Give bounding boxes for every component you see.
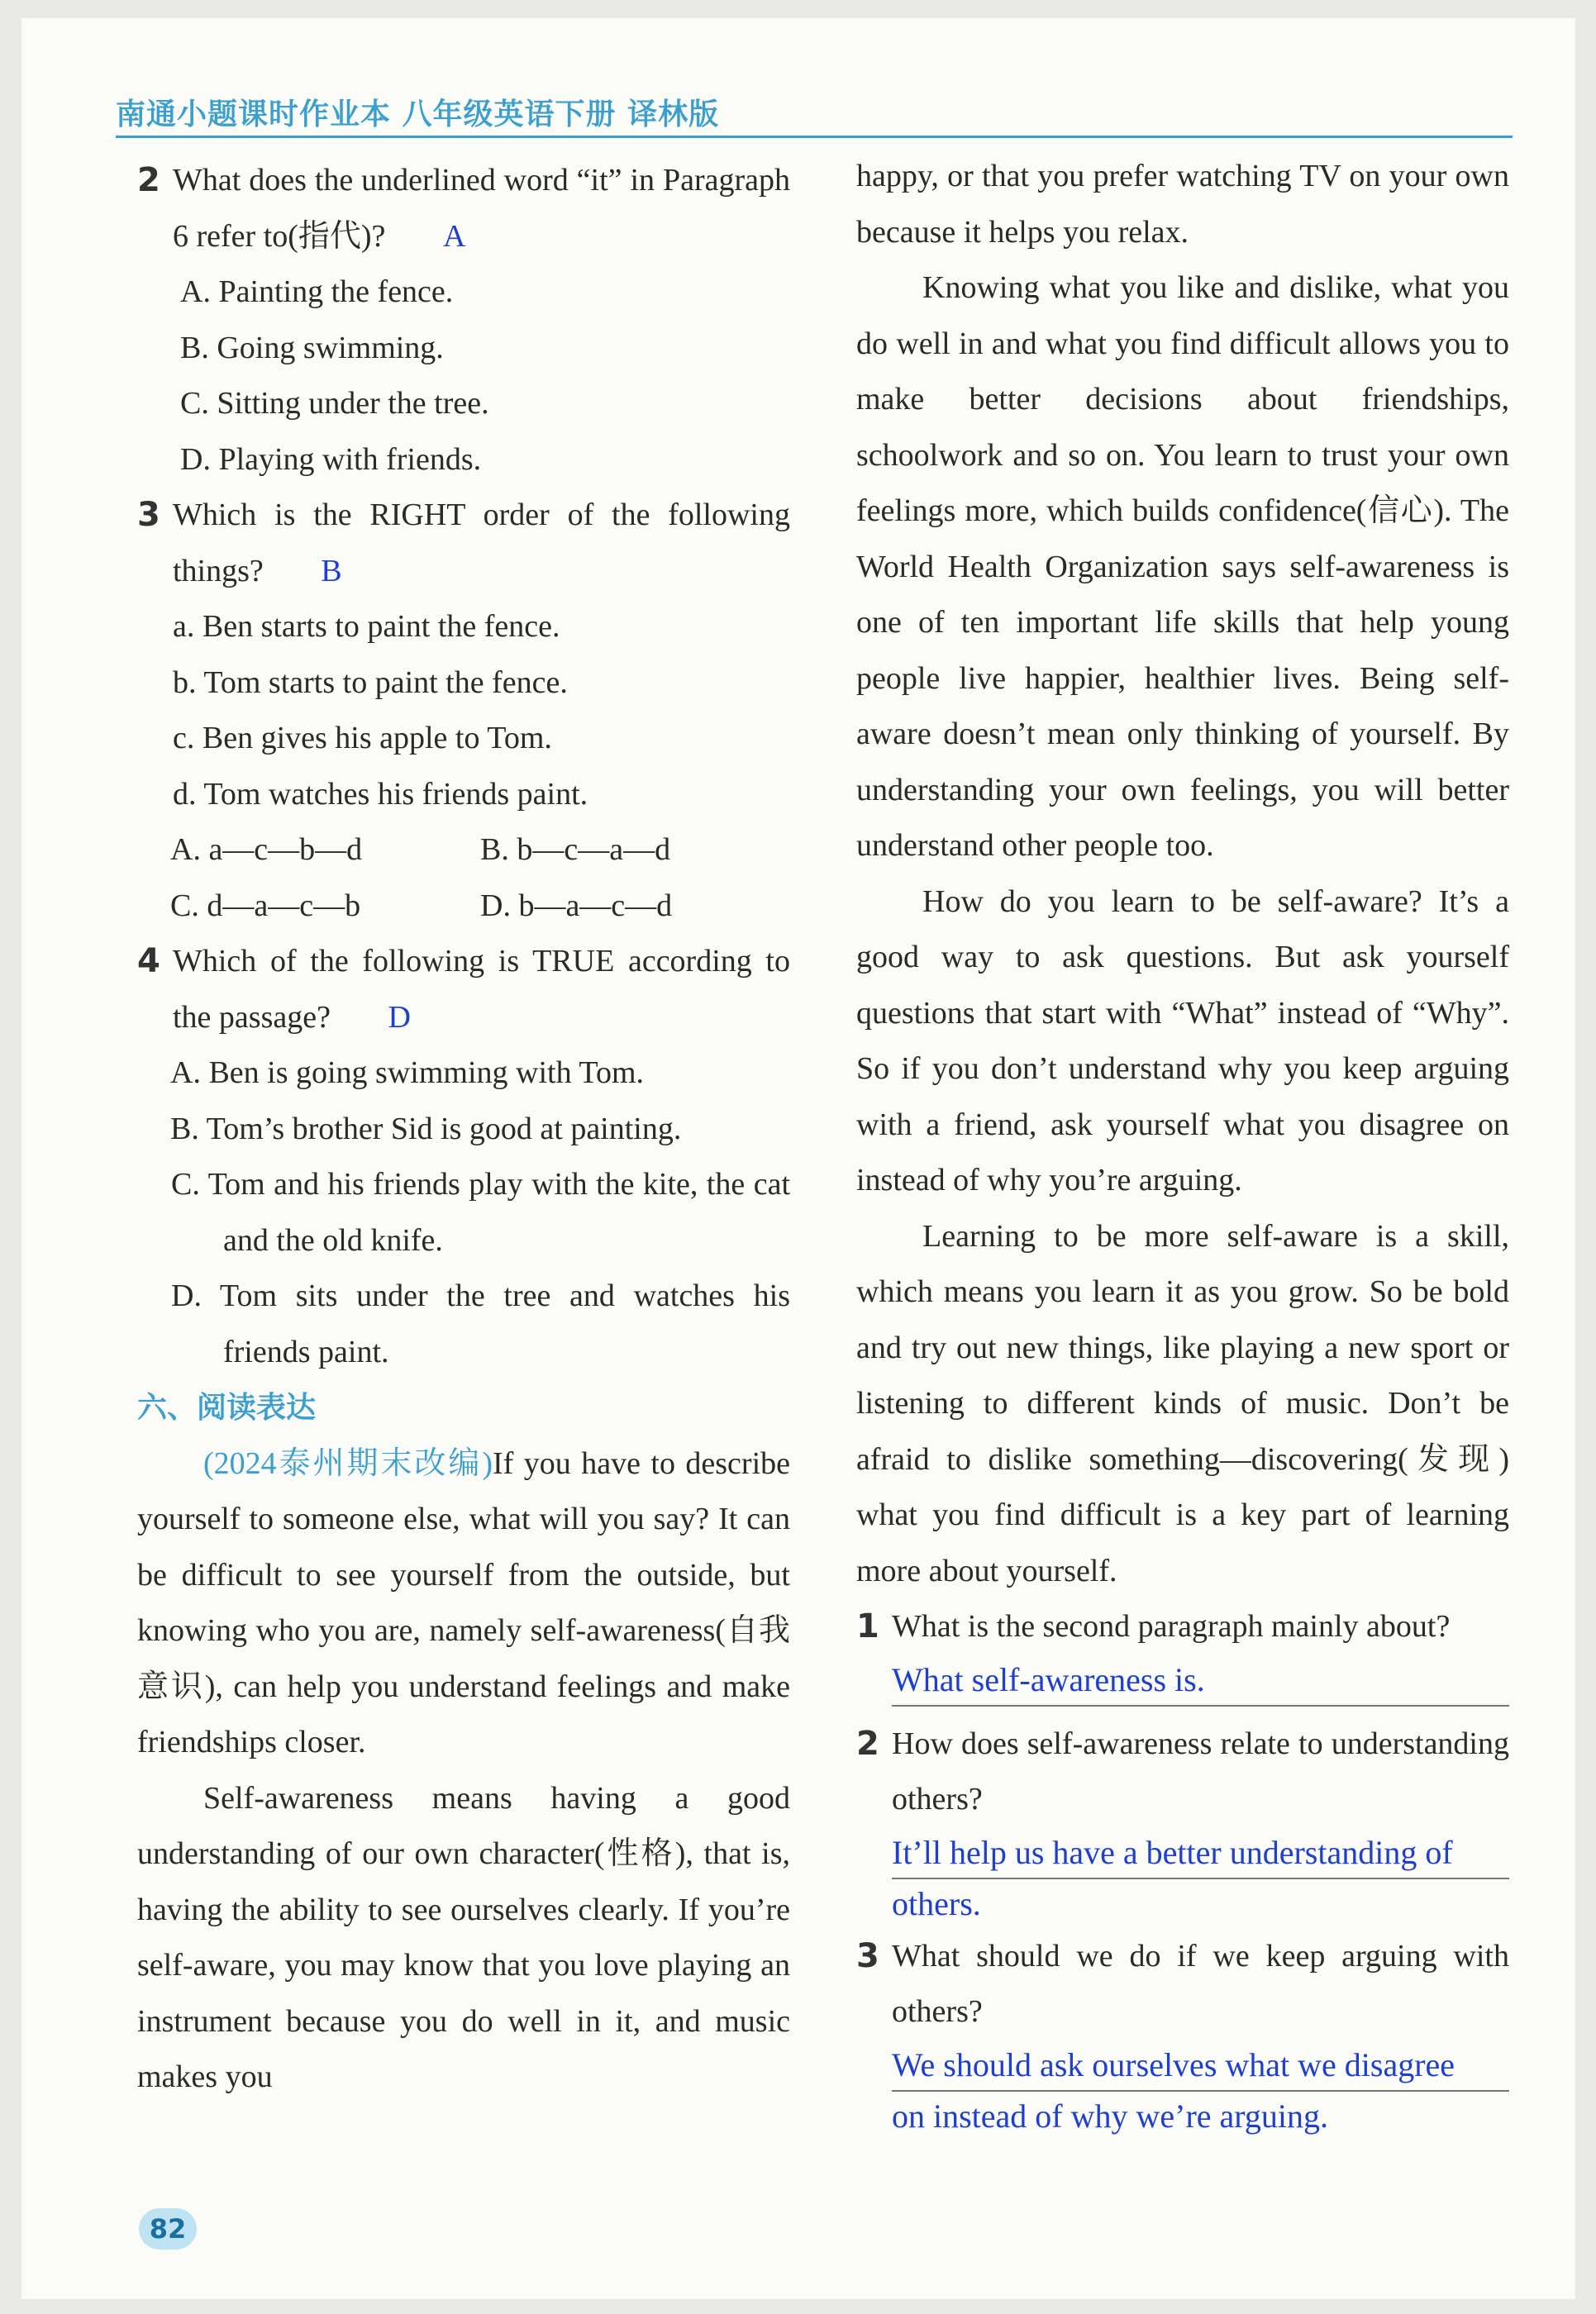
passage-paragraph-2-continued: happy, or that you prefer watching TV on your own because it helps you relax.: [856, 159, 1509, 250]
item-a: a. Ben starts to paint the fence.: [173, 609, 560, 644]
question-text: Which of the following is TRUE according to the passage?: [173, 944, 790, 1035]
question-text: How does self-awareness relate to understanding others?: [892, 1726, 1509, 1816]
option-d: D. Playing with friends.: [180, 441, 482, 477]
option-c: C. Sitting under the tree.: [180, 386, 489, 421]
question-number: 3: [856, 1936, 879, 1975]
paragraph-text: If you have to describe yourself to someone else, what will you say? It can be difficult to see yourself from the outside, but knowing who you are, namely self-awareness(自我意识), can help you understand feelings and make friendships closer.: [137, 1445, 790, 1759]
question-number: 4: [137, 942, 160, 980]
reading-question-1: [856, 1599, 1509, 1655]
option-a: A. Painting the fence.: [180, 274, 454, 309]
question-4: [137, 934, 790, 1045]
header-rule: [116, 136, 1513, 138]
answer-mark: D: [388, 999, 411, 1035]
choice-row: [137, 878, 790, 935]
question-number: 2: [856, 1724, 879, 1763]
answer-line-continued: others.: [892, 1884, 981, 1922]
item-d: d. Tom watches his friends paint.: [173, 776, 588, 812]
passage-paragraph-5: Learning to be more self-aware is a skill, which means you learn it as you grow. So be bold and try out new things, like playing a new sport or listening to different kinds of music. Don’t be afraid to dislike something—discovering(发现) what you find difficult is a key part of learning more about yourself.: [856, 1218, 1509, 1588]
option-c: C. Tom and his friends play with the kite, the cat and the old knife.: [171, 1167, 790, 1258]
question-number: 1: [856, 1607, 879, 1645]
book-header: 南通小题课时作业本 八年级英语下册 译林版: [116, 98, 720, 131]
source-note: (2024泰州期末改编): [203, 1445, 493, 1481]
left-column: [137, 153, 790, 2106]
option-a: A. Ben is going swimming with Tom.: [170, 1055, 645, 1090]
answer-mark: A: [442, 218, 466, 254]
passage-paragraph-2: Self-awareness means having a good understanding of our own character(性格), that is, having the ability to see ourselves clearly. If you’re self-aware, you may know that you love playing an instrument because you do well in it, and music makes you: [137, 1780, 790, 2094]
choice-a: A. a—c—b—d: [170, 832, 363, 867]
choice-c: C. d—a—c—b: [170, 888, 361, 923]
passage-paragraph-1: [137, 1436, 790, 1771]
question-number: 2: [137, 161, 160, 199]
item-b: b. Tom starts to paint the fence.: [173, 664, 568, 700]
section-title: 六、阅读表达: [137, 1391, 317, 1425]
answer-line: We should ask ourselves what we disagree: [892, 2040, 1509, 2092]
option-d: D. Tom sits under the tree and watches his friends paint.: [171, 1278, 790, 1369]
option-b: B. Tom’s brother Sid is good at painting.: [170, 1111, 682, 1146]
right-column: [856, 149, 1509, 2141]
question-text: What is the second paragraph mainly about?: [892, 1609, 1451, 1644]
choice-row: [137, 822, 790, 878]
question-text: What should we do if we keep arguing with others?: [892, 1938, 1509, 2029]
answer-mark: B: [321, 553, 342, 588]
answer-line: It’ll help us have a better understanding of: [892, 1828, 1509, 1879]
question-2: [137, 153, 790, 264]
question-text: What does the underlined word “it” in Paragraph 6 refer to(指代)?: [173, 163, 790, 254]
passage-paragraph-4: How do you learn to be self-aware? It’s a good way to ask questions. But ask yourself questions that start with “What” instead of “Why”. So if you don’t understand why you keep arguing with a friend, ask yourself what you disagree on instead of why you’re arguing.: [856, 883, 1509, 1197]
reading-question-3: [856, 1929, 1509, 2040]
question-number: 3: [137, 496, 160, 534]
answer-line: What self-awareness is.: [892, 1655, 1509, 1707]
question-3: [137, 488, 790, 599]
choice-b: B. b—c—a—d: [480, 832, 671, 867]
item-c: c. Ben gives his apple to Tom.: [173, 721, 552, 755]
page-number-badge: 82: [139, 2208, 197, 2250]
option-b: B. Going swimming.: [180, 330, 444, 365]
question-text: Which is the RIGHT order of the following things?: [173, 498, 790, 588]
reading-question-2: [856, 1716, 1509, 1828]
answer-line-continued: on instead of why we’re arguing.: [892, 2097, 1329, 2135]
passage-paragraph-3: Knowing what you like and dislike, what you do well in and what you find difficult allows you to make better decisions about friendships, schoolwork and so on. You learn to trust your own feelings more, which builds confidence(信心). The World Health Organization says self-awareness is one of ten important life skills that help young people live happier, healthier lives. Being self-aware doesn’t mean only thinking of yourself. By understanding your own feelings, you will better understand other people too.: [856, 270, 1509, 863]
choice-d: D. b—a—c—d: [480, 888, 673, 923]
